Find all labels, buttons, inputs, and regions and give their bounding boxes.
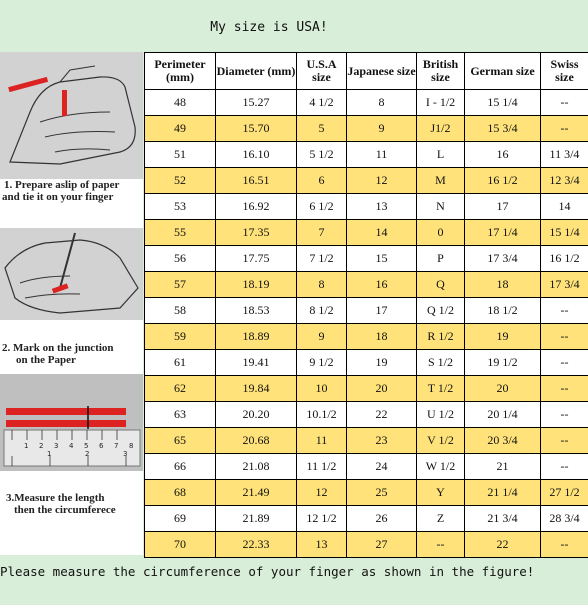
table-cell: 15 3/4 bbox=[465, 116, 541, 142]
table-cell: 58 bbox=[145, 298, 216, 324]
step-2-line-1: 2. Mark on the junction bbox=[2, 342, 114, 354]
table-cell: 20 3/4 bbox=[465, 428, 541, 454]
table-cell: 24 bbox=[347, 454, 417, 480]
table-cell: 16 1/2 bbox=[465, 168, 541, 194]
table-cell: 21 bbox=[465, 454, 541, 480]
table-cell: 12 1/2 bbox=[297, 506, 347, 532]
ruler-top-tick-label: 1 bbox=[24, 442, 29, 450]
table-cell: Q 1/2 bbox=[417, 298, 465, 324]
table-cell: 15 bbox=[347, 246, 417, 272]
table-cell: 70 bbox=[145, 532, 216, 558]
table-cell: 53 bbox=[145, 194, 216, 220]
table-cell: 11 bbox=[297, 428, 347, 454]
table-cell: -- bbox=[541, 376, 588, 402]
table-cell: 10.1/2 bbox=[297, 402, 347, 428]
table-row bbox=[145, 272, 588, 298]
table-cell: 19 1/2 bbox=[465, 350, 541, 376]
table-cell: 8 bbox=[347, 90, 417, 116]
table-cell: 18 bbox=[347, 324, 417, 350]
table-cell: 17 bbox=[347, 298, 417, 324]
table-cell: T 1/2 bbox=[417, 376, 465, 402]
ruler-bottom-tick-label: 2 bbox=[85, 450, 90, 458]
table-row bbox=[145, 454, 588, 480]
step-2-illustration bbox=[0, 228, 143, 320]
table-row bbox=[145, 142, 588, 168]
table-cell: 14 bbox=[541, 194, 588, 220]
table-cell: -- bbox=[541, 90, 588, 116]
table-cell: 62 bbox=[145, 376, 216, 402]
step-1-line-1: 1. Prepare aslip of paper bbox=[4, 179, 120, 191]
table-cell: 21.08 bbox=[216, 454, 297, 480]
col-header-german: German size bbox=[465, 53, 541, 90]
table-row bbox=[145, 220, 588, 246]
table-row bbox=[145, 116, 588, 142]
col-header-diameter: Diameter (mm) bbox=[216, 53, 297, 90]
step-3-line-1: 3.Measure the length bbox=[6, 492, 105, 504]
table-row bbox=[145, 324, 588, 350]
table-cell: 18 bbox=[465, 272, 541, 298]
step-3-line-2: then the circumferece bbox=[14, 504, 116, 516]
table-row bbox=[145, 532, 588, 558]
table-cell: U 1/2 bbox=[417, 402, 465, 428]
table-cell: 22 bbox=[465, 532, 541, 558]
table-cell: 18 1/2 bbox=[465, 298, 541, 324]
table-cell: 0 bbox=[417, 220, 465, 246]
table-cell: 11 bbox=[347, 142, 417, 168]
table-cell: N bbox=[417, 194, 465, 220]
table-cell: 8 1/2 bbox=[297, 298, 347, 324]
page-title-text: My size is USA! bbox=[210, 20, 328, 35]
table-cell: 49 bbox=[145, 116, 216, 142]
table-cell: 9 1/2 bbox=[297, 350, 347, 376]
ruler-top-tick-label: 7 bbox=[114, 442, 119, 450]
table-cell: 17 bbox=[465, 194, 541, 220]
table-cell: 20.20 bbox=[216, 402, 297, 428]
table-cell: 15.70 bbox=[216, 116, 297, 142]
table-cell: 17 1/4 bbox=[465, 220, 541, 246]
table-cell: 18.89 bbox=[216, 324, 297, 350]
table-cell: 65 bbox=[145, 428, 216, 454]
table-row bbox=[145, 402, 588, 428]
footer-instruction: Please measure the circumference of your finger as shown in the figure! bbox=[0, 564, 535, 579]
table-cell: 68 bbox=[145, 480, 216, 506]
table-cell: Q bbox=[417, 272, 465, 298]
table-cell: 15 1/4 bbox=[465, 90, 541, 116]
table-row bbox=[145, 506, 588, 532]
table-cell: 7 bbox=[297, 220, 347, 246]
ruler-top-tick-label: 2 bbox=[39, 442, 44, 450]
table-cell: R 1/2 bbox=[417, 324, 465, 350]
table-cell: 51 bbox=[145, 142, 216, 168]
col-header-swiss: Swiss size bbox=[541, 53, 588, 90]
table-cell: 17 3/4 bbox=[541, 272, 588, 298]
table-row bbox=[145, 90, 588, 116]
table-cell: -- bbox=[541, 402, 588, 428]
step-2-caption bbox=[2, 342, 142, 366]
table-cell: -- bbox=[541, 350, 588, 376]
table-cell: 28 3/4 bbox=[541, 506, 588, 532]
step-3-caption bbox=[2, 492, 142, 516]
table-cell: 16.92 bbox=[216, 194, 297, 220]
table-cell: 6 bbox=[297, 168, 347, 194]
table-cell: 19.41 bbox=[216, 350, 297, 376]
table-cell: 56 bbox=[145, 246, 216, 272]
marking-hand-icon bbox=[0, 228, 143, 320]
table-cell: 66 bbox=[145, 454, 216, 480]
ring-size-table bbox=[144, 52, 588, 558]
table-cell: -- bbox=[541, 428, 588, 454]
col-header-perimeter: Perimeter (mm) bbox=[145, 53, 216, 90]
table-cell: 55 bbox=[145, 220, 216, 246]
table-cell: 9 bbox=[347, 116, 417, 142]
table-cell: 27 1/2 bbox=[541, 480, 588, 506]
table-cell: V 1/2 bbox=[417, 428, 465, 454]
table-cell: 17.35 bbox=[216, 220, 297, 246]
table-cell: Z bbox=[417, 506, 465, 532]
ruler-bottom-tick-label: 3 bbox=[123, 450, 128, 458]
table-cell: 20 bbox=[347, 376, 417, 402]
table-cell: 8 bbox=[297, 272, 347, 298]
table-cell: M bbox=[417, 168, 465, 194]
ruler-top-tick-label: 4 bbox=[69, 442, 74, 450]
table-cell: J1/2 bbox=[417, 116, 465, 142]
table-cell: 21 3/4 bbox=[465, 506, 541, 532]
table-cell: -- bbox=[541, 454, 588, 480]
table-cell: 59 bbox=[145, 324, 216, 350]
table-cell: 52 bbox=[145, 168, 216, 194]
table-cell: -- bbox=[541, 532, 588, 558]
table-cell: 13 bbox=[297, 532, 347, 558]
table-cell: 17 3/4 bbox=[465, 246, 541, 272]
table-cell: I - 1/2 bbox=[417, 90, 465, 116]
table-cell: L bbox=[417, 142, 465, 168]
table-cell: 7 1/2 bbox=[297, 246, 347, 272]
table-cell: 16 bbox=[347, 272, 417, 298]
ruler-measure-icon bbox=[0, 374, 143, 471]
table-cell: 21 1/4 bbox=[465, 480, 541, 506]
ruler-top-tick-label: 5 bbox=[84, 442, 89, 450]
table-cell: 22.33 bbox=[216, 532, 297, 558]
table-row bbox=[145, 376, 588, 402]
table-cell: 6 1/2 bbox=[297, 194, 347, 220]
col-header-usa: U.S.A size bbox=[297, 53, 347, 90]
table-cell: 11 3/4 bbox=[541, 142, 588, 168]
page-title bbox=[0, 20, 588, 35]
table-cell: 16.10 bbox=[216, 142, 297, 168]
table-row bbox=[145, 428, 588, 454]
table-cell: 10 bbox=[297, 376, 347, 402]
table-row bbox=[145, 246, 588, 272]
step-1-caption bbox=[2, 179, 142, 203]
ruler-top-tick-label: 6 bbox=[99, 442, 104, 450]
hand-with-paper-icon bbox=[0, 52, 143, 179]
table-row bbox=[145, 298, 588, 324]
step-1-illustration bbox=[0, 52, 143, 179]
table-cell: 21.49 bbox=[216, 480, 297, 506]
table-cell: 14 bbox=[347, 220, 417, 246]
ruler-top-tick-label: 8 bbox=[129, 442, 134, 450]
table-cell: 16.51 bbox=[216, 168, 297, 194]
table-cell: 5 1/2 bbox=[297, 142, 347, 168]
table-cell: 12 bbox=[347, 168, 417, 194]
table-cell: 19.84 bbox=[216, 376, 297, 402]
table-cell: 5 bbox=[297, 116, 347, 142]
table-cell: 27 bbox=[347, 532, 417, 558]
table-cell: 69 bbox=[145, 506, 216, 532]
table-cell: 9 bbox=[297, 324, 347, 350]
table-cell: 17.75 bbox=[216, 246, 297, 272]
table-cell: W 1/2 bbox=[417, 454, 465, 480]
table-cell: 20 1/4 bbox=[465, 402, 541, 428]
instruction-panel bbox=[0, 52, 143, 555]
table-cell: 26 bbox=[347, 506, 417, 532]
ruler-top-tick-label: 3 bbox=[54, 442, 59, 450]
table-cell: 61 bbox=[145, 350, 216, 376]
step-3-illustration bbox=[0, 374, 143, 471]
table-cell: 21.89 bbox=[216, 506, 297, 532]
table-cell: 16 bbox=[465, 142, 541, 168]
table-cell: 25 bbox=[347, 480, 417, 506]
table-cell: 15 1/4 bbox=[541, 220, 588, 246]
table-cell: 18.53 bbox=[216, 298, 297, 324]
step-2-line-2: on the Paper bbox=[16, 354, 76, 366]
table-header-row bbox=[145, 53, 588, 90]
table-cell: 4 1/2 bbox=[297, 90, 347, 116]
table-cell: 22 bbox=[347, 402, 417, 428]
table-cell: 12 3/4 bbox=[541, 168, 588, 194]
table-cell: -- bbox=[541, 324, 588, 350]
table-row bbox=[145, 194, 588, 220]
table-cell: 19 bbox=[465, 324, 541, 350]
table-cell: 16 1/2 bbox=[541, 246, 588, 272]
col-header-british: British size bbox=[417, 53, 465, 90]
table-cell: 20.68 bbox=[216, 428, 297, 454]
table-cell: Y bbox=[417, 480, 465, 506]
step-1-line-2: and tie it on your finger bbox=[2, 191, 114, 203]
table-cell: 18.19 bbox=[216, 272, 297, 298]
table-cell: P bbox=[417, 246, 465, 272]
table-cell: 20 bbox=[465, 376, 541, 402]
ruler-bottom-tick-label: 1 bbox=[47, 450, 52, 458]
table-cell: 11 1/2 bbox=[297, 454, 347, 480]
table-row bbox=[145, 168, 588, 194]
col-header-japanese: Japanese size bbox=[347, 53, 417, 90]
table-cell: 12 bbox=[297, 480, 347, 506]
table-cell: 15.27 bbox=[216, 90, 297, 116]
table-row bbox=[145, 350, 588, 376]
table-cell: S 1/2 bbox=[417, 350, 465, 376]
table-row bbox=[145, 480, 588, 506]
table-cell: 63 bbox=[145, 402, 216, 428]
table-cell: 23 bbox=[347, 428, 417, 454]
table-cell: -- bbox=[541, 116, 588, 142]
table-cell: 57 bbox=[145, 272, 216, 298]
table-cell: 19 bbox=[347, 350, 417, 376]
table-cell: -- bbox=[417, 532, 465, 558]
table-cell: 13 bbox=[347, 194, 417, 220]
table-cell: 48 bbox=[145, 90, 216, 116]
table-cell: -- bbox=[541, 298, 588, 324]
